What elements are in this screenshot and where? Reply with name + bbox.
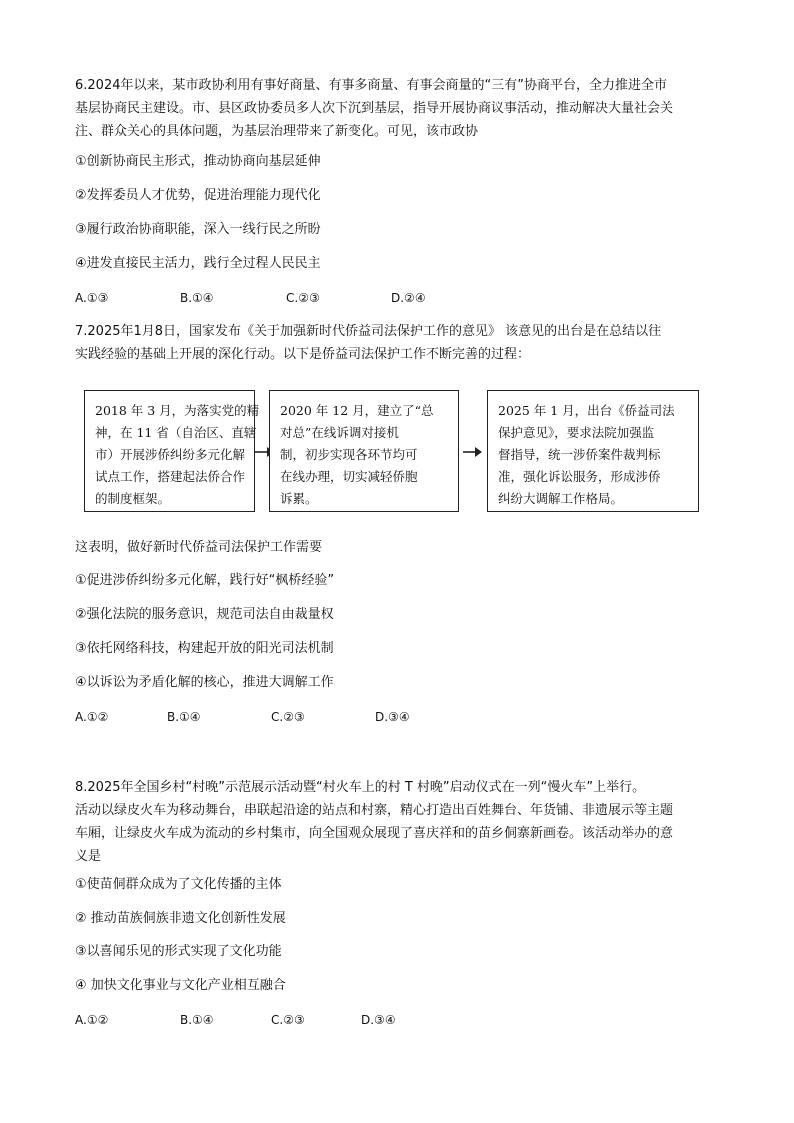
- q7-option-1: ①促进涉侨纠纷多元化解，践行好“枫桥经验”: [75, 573, 335, 588]
- flow-step-2020: [269, 390, 459, 512]
- q6-option-4: ④进发直接民主活力，践行全过程人民民主: [75, 256, 321, 271]
- flow-step-2018: [84, 390, 260, 512]
- q6-choice-d: D.②④: [391, 291, 426, 305]
- flow-step-2025: [487, 390, 699, 512]
- flow-step-line: 在线办理，切实减轻侨胞: [280, 469, 418, 484]
- q8-option-1: ①使苗侗群众成为了文化传播的主体: [75, 877, 282, 892]
- flow-step-line: 纠纷大调解工作格局。: [498, 491, 624, 506]
- q8-choice-c: C.②③: [271, 1013, 305, 1027]
- q8-stem: [75, 776, 723, 868]
- flow-step-line: 2020 年 12 月，建立了“总: [280, 403, 434, 418]
- q6-stem-line: 注、群众关心的具体问题，为基层治理带来了新变化。可见，该市政协: [75, 124, 479, 139]
- arrow-right-icon: [461, 445, 483, 459]
- q8-option-4: ④ 加快文化事业与文化产业相互融合: [75, 978, 286, 993]
- q8-stem-line: 8.2025年全国乡村“村晚”示范展示活动暨“村火车上的村 T 村晚”启动仪式在一列“慢火车”上举行。: [75, 780, 646, 795]
- q7-stem-line: 7.2025年1月8日，国家发布《关于加强新时代侨益司法保护工作的意见》 该意见的出台是在总结以往: [75, 324, 662, 339]
- flow-step-line: 试点工作，搭建起法侨合作: [95, 469, 246, 484]
- q6-option-1: ①创新协商民主形式，推动协商向基层延伸: [75, 154, 321, 169]
- q8-stem-line: 车厢，让绿皮火车成为流动的乡村集市，向全国观众展现了喜庆祥和的苗乡侗寨新画卷。该活动举办的意: [75, 826, 674, 841]
- flow-step-line: 的制度框架。: [95, 491, 171, 506]
- q8-option-3: ③以喜闻乐见的形式实现了文化功能: [75, 944, 282, 959]
- q7-option-4: ④以诉讼为矛盾化解的核心，推进大调解工作: [75, 675, 334, 690]
- q7-choice-b: B.①④: [167, 710, 201, 724]
- q7-choice-a: A.①②: [75, 710, 109, 724]
- flow-step-line: 市）开展涉侨纠纷多元化解: [95, 447, 246, 462]
- flow-step-line: 督指导，统一涉侨案件裁判标: [498, 447, 661, 462]
- q7-stem-line: 实践经验的基础上开展的深化行动。以下是侨益司法保护工作不断完善的过程：: [75, 347, 531, 362]
- flow-step-line: 2025 年 1 月，出台《侨益司法: [498, 403, 675, 418]
- q7-option-2: ②强化法院的服务意识，规范司法自由裁量权: [75, 607, 334, 622]
- q8-choice-b: B.①④: [180, 1013, 214, 1027]
- q7-choice-c: C.②③: [271, 710, 305, 724]
- q8-choice-d: D.③④: [361, 1013, 396, 1027]
- q6-choice-a: A.①③: [75, 291, 109, 305]
- flow-step-line: 诉累。: [280, 491, 318, 506]
- q6-option-2: ②发挥委员人才优势，促进治理能力现代化: [75, 188, 321, 203]
- q7-question: 这表明，做好新时代侨益司法保护工作需要: [75, 540, 323, 555]
- q7-choice-d: D.③④: [375, 710, 410, 724]
- flow-step-line: 制，初步实现各环节均可: [280, 447, 418, 462]
- q8-option-2: ② 推动苗族侗族非遗文化创新性发展: [75, 911, 286, 926]
- q7-stem: [75, 320, 723, 366]
- q7-option-3: ③依托网络科技，构建起开放的阳光司法机制: [75, 641, 334, 656]
- q6-stem: [75, 74, 723, 143]
- q6-choice-b: B.①④: [180, 291, 214, 305]
- q8-choice-a: A.①②: [75, 1013, 109, 1027]
- q6-choice-c: C.②③: [286, 291, 320, 305]
- flow-step-line: 保护意见》，要求法院加强监: [498, 425, 655, 440]
- flow-step-line: 2018 年 3 月，为落实党的精: [95, 403, 260, 418]
- flow-step-line: 准，强化诉讼服务，形成涉侨: [498, 469, 661, 484]
- q6-stem-line: 6.2024年以来，某市政协利用有事好商量、有事多商量、有事会商量的“三有”协商平台，全力推进全市: [75, 78, 667, 93]
- q8-stem-line: 义是: [75, 849, 102, 864]
- flow-step-line: 对总”在线诉调对接机: [280, 425, 399, 440]
- q6-option-3: ③履行政治协商职能，深入一线行民之所盼: [75, 222, 321, 237]
- flow-step-line: 神，在 11 省（自治区、直辖: [95, 425, 257, 440]
- q6-stem-line: 基层协商民主建设。市、县区政协委员多人次下沉到基层，指导开展协商议事活动，推动解决大量社会关: [75, 101, 674, 116]
- q8-stem-line: 活动以绿皮火车为移动舞台，串联起沿途的站点和村寨，精心打造出百姓舞台、年货铺、非遗展示等主题: [75, 803, 674, 818]
